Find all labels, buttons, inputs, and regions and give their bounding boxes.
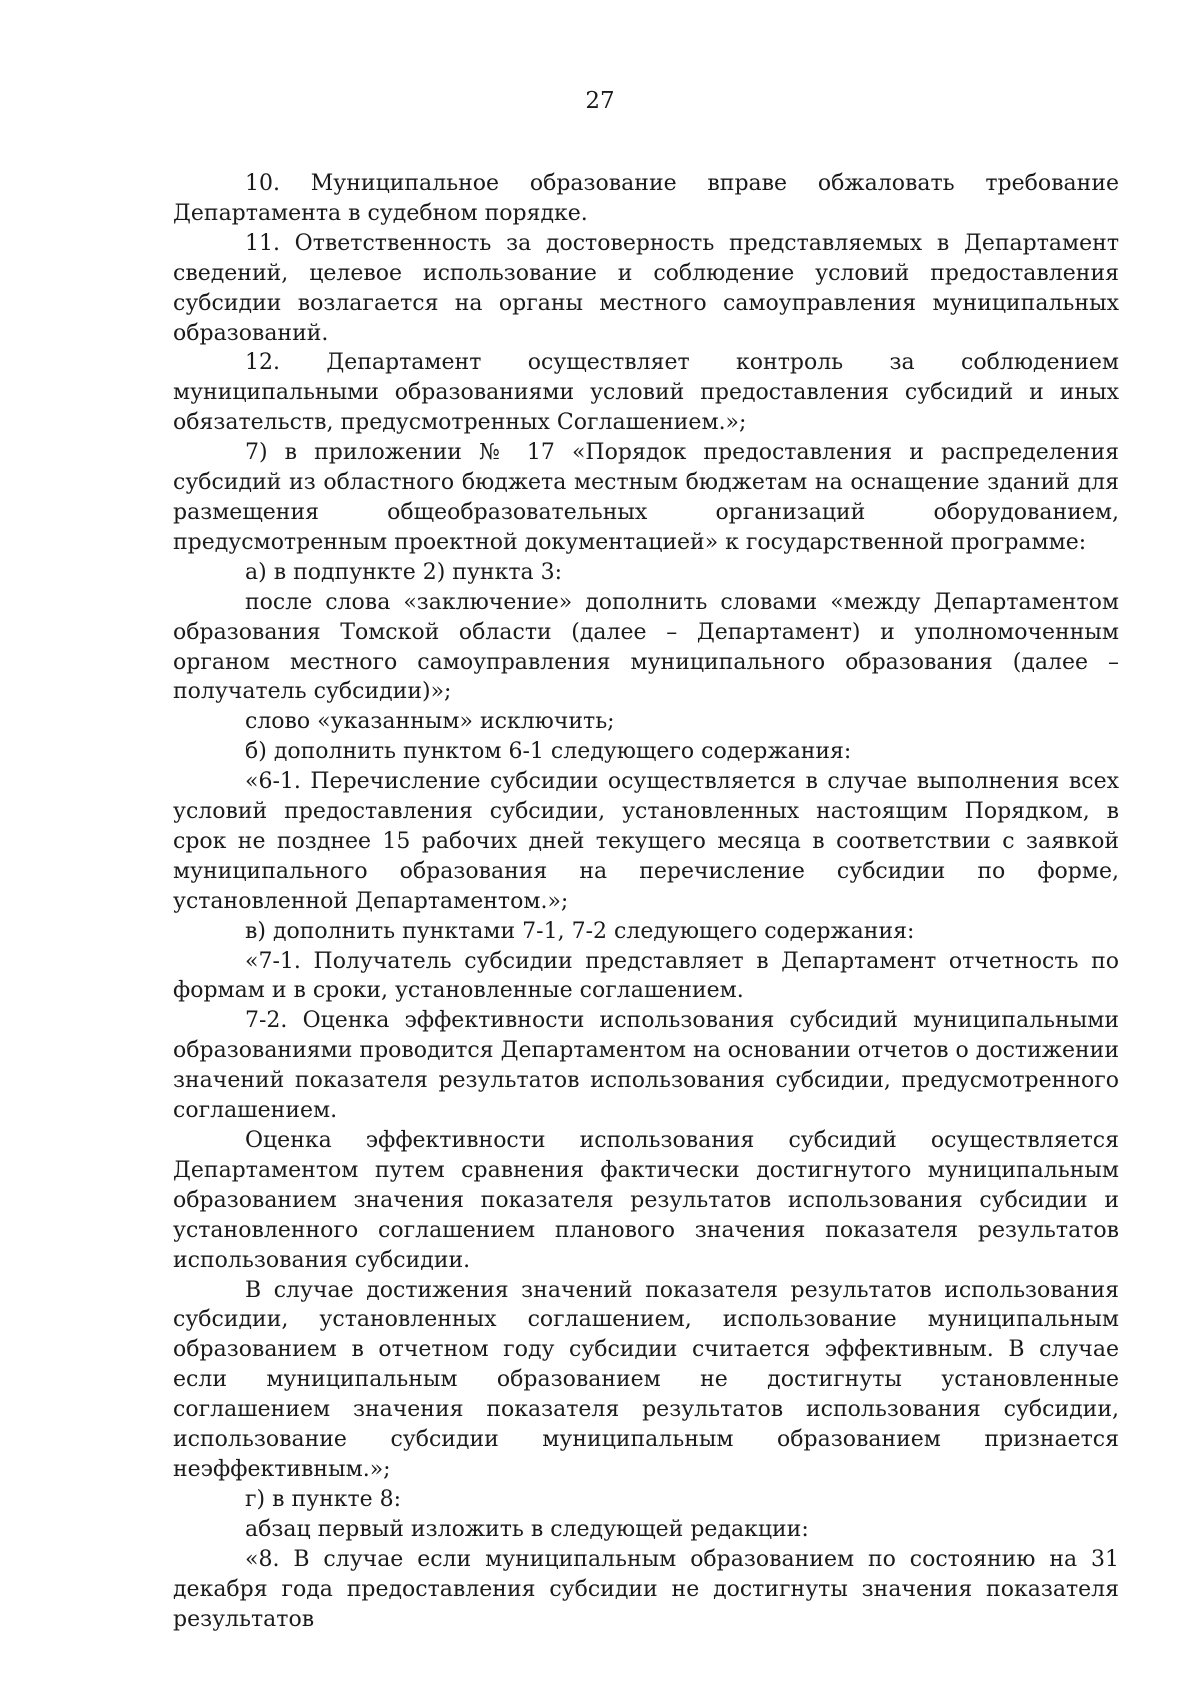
- paragraph-item-7-1: «7-1. Получатель субсидии представляет в Департамент отчетность по формам и в сроки, установленные соглашением.: [173, 948, 1119, 1004]
- paragraph-first-abzac: абзац первый изложить в следующей редакции:: [245, 1516, 809, 1542]
- paragraph-item-12: 12. Департамент осуществляет контроль за соблюдением муниципальными образованиями условий предоставления субсидий и иных обязательств, предусмотренных Соглашением.»;: [173, 350, 1119, 436]
- document-body: [173, 169, 1119, 1634]
- paragraph-item-7-2: 7-2. Оценка эффективности использования субсидий муниципальными образованиями проводится Департаментом на основании отчетов о достижении значений показателя результатов использования субсидии, предусмотренного соглашением.: [173, 1008, 1119, 1124]
- paragraph-exclude-word: слово «указанным» исключить;: [245, 709, 615, 735]
- paragraph-subitem-g: г) в пункте 8:: [245, 1486, 402, 1512]
- paragraph-subitem-b: б) дополнить пунктом 6-1 следующего содержания:: [245, 739, 852, 765]
- paragraph-subitem-v: в) дополнить пунктами 7-1, 7-2 следующего содержания:: [245, 918, 915, 944]
- page-number: 27: [585, 88, 615, 114]
- paragraph-item-11: 11. Ответственность за достоверность представляемых в Департамент сведений, целевое использование и соблюдение условий предоставления субсидии возлагается на органы местного самоуправления муниципальных образований.: [173, 230, 1119, 346]
- paragraph-efficiency: В случае достижения значений показателя результатов использования субсидии, установленных соглашением, использование муниципальным образованием в отчетном году субсидии считается эффективным. В случае если муниципальным образованием не достигнуты установленные соглашением значения показателя результатов использования субсидии, использование субсидии муниципальным образованием признается неэффективным.»;: [173, 1277, 1119, 1482]
- paragraph-evaluation: Оценка эффективности использования субсидий осуществляется Департаментом путем сравнения фактически достигнутого муниципальным образованием значения показателя результатов использования субсидии и установленного соглашением планового значения показателя результатов использования субсидии.: [173, 1128, 1119, 1273]
- paragraph-insert-words: после слова «заключение» дополнить словами «между Департаментом образования Томской области (далее – Департамент) и уполномоченным органом местного самоуправления муниципального образования (далее – получатель субсидии)»;: [173, 589, 1119, 705]
- paragraph-item-6-1: «6-1. Перечисление субсидии осуществляется в случае выполнения всех условий предоставления субсидии, установленных настоящим Порядком, в срок не позднее 15 рабочих дней текущего месяца в соответствии с заявкой муниципального образования на перечисление субсидии по форме, установленной Департаментом.»;: [173, 769, 1119, 914]
- paragraph-amendment-7: 7) в приложении № 17 «Порядок предоставления и распределения субсидий из областного бюджета местным бюджетам на оснащение зданий для размещения общеобразовательных организаций оборудованием, предусмотренным проектной документацией» к государственной программе:: [173, 440, 1119, 555]
- paragraph-subitem-a: а) в подпункте 2) пункта 3:: [245, 559, 563, 585]
- paragraph-item-8: «8. В случае если муниципальным образованием по состоянию на 31 декабря года предоставления субсидии не достигнуты значения показателя результатов: [173, 1546, 1119, 1632]
- paragraph-item-10: 10. Муниципальное образование вправе обжаловать требование Департамента в судебном порядке.: [173, 171, 1119, 226]
